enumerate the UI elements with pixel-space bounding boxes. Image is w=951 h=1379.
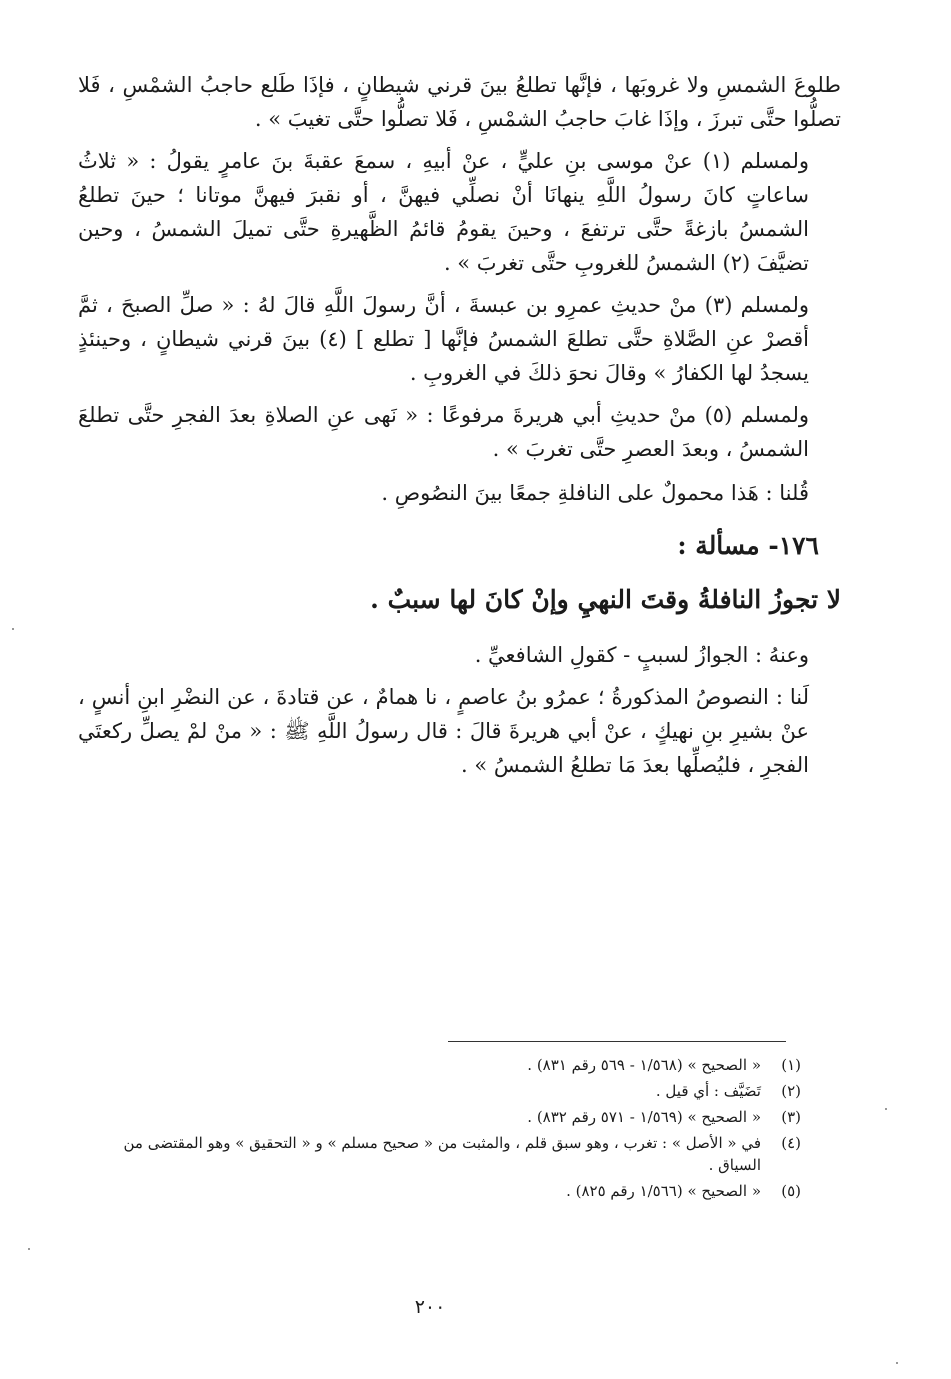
paragraph-7: لَنا : النصوصُ المذكورةُ ؛ عمرُو بنُ عاصمٍ ، نا همامٌ ، عن قتادةَ ، عن النضْرِ ابنِ أنسٍ ، عنْ بشيرِ بنِ نهيكٍ ، عنْ أبي هريرةَ قالَ : قال رسولُ اللَّهِ ﷺ : « منْ لمْ يصلِّ ركعتَي الفجرِ ، فليُصلِّها بعدَ مَا تطلعُ الشمسُ » . [78,685,809,777]
main-text [78,68,841,782]
paragraph-3: ولمسلم (٣) منْ حديثِ عمرِو بن عبسةَ ، أنَّ رسولَ اللَّهِ قالَ لهُ : « صلِّ الصبحَ ، ثمَّ أقصرْ عنِ الصَّلاةِ حتَّى تطلعَ الشمسُ فإنَّها [ تطلع ] (٤) بينَ قرني شيطانٍ ، وحينئذٍ يسجدُ لها الكفارُ » وقالَ نحوَ ذلكَ في الغروبِ . [78,293,810,385]
footnotes [90,1054,801,1206]
footnote-text: « الصحيح » (١/٥٦٨ - ٥٦٩ رقم ٨٣١) . [527,1056,761,1074]
footnote-text: « الصحيح » (١/٥٦٩ - ٥٧١ رقم ٨٣٢) . [527,1108,761,1126]
footnote-number: (٣) [781,1108,801,1126]
footnote-1 [90,1054,801,1076]
issue-heading: ١٧٦- مسألة : [677,531,819,560]
footnote-number: (٢) [781,1082,801,1100]
footnote-number: (٥) [781,1182,801,1200]
paragraph-5: قُلنا : هَذا محمولٌ على النافلةِ جمعًا بينَ النصُوصِ . [381,481,809,505]
footnote-text: « الصحيح » (١/٥٦٦ رقم ٨٢٥) . [566,1182,761,1200]
footnote-number: (١) [781,1056,801,1074]
footnote-4 [90,1132,801,1176]
paragraph-4: ولمسلم (٥) منْ حديثِ أبي هريرةَ مرفوعًا : « نَهى عنِ الصلاةِ بعدَ الفجرِ حتَّى تطلعَ الشمسُ ، وبعدَ العصرِ حتَّى تغربَ » . [78,403,809,461]
footnote-text: تَضَيَّف : أي قيل . [655,1082,761,1100]
footnote-number: (٤) [781,1134,801,1152]
footnote-5 [90,1180,801,1202]
scan-speck [896,1362,898,1364]
scan-speck [28,1248,30,1250]
footnote-divider [448,1041,786,1042]
paragraph-6: وعنهُ : الجوازُ لسببٍ - كقولِ الشافعيِّ . [474,643,809,667]
page-number: ٢٠٠ [414,1296,446,1318]
scan-speck [12,628,14,630]
footnote-3 [90,1106,801,1128]
paragraph-2: ولمسلم (١) عنْ موسى بنِ عليٍّ ، عنْ أبيهِ ، سمعَ عقبةَ بنَ عامرٍ يقولُ : « ثلاثُ ساعاتٍ كانَ رسولُ اللَّهِ ينهانَا أنْ نصلِّي فيهنَّ ، أو نقبرَ فيهنَّ موتانا ؛ حينَ تطلعُ الشمسُ بازغةً حتَّى ترتفعَ ، وحينَ يقومُ قائمُ الظَّهيرةِ حتَّى تميلَ الشمسُ ، وحين تضيَّفَ (٢) الشمسُ للغروبِ حتَّى تغربَ » . [78,149,809,275]
paragraph-1: طلوعَ الشمسِ ولا غروبَها ، فإنَّها تطلعُ بينَ قرني شيطانٍ ، فإذَا طَلع حاجبُ الشمْسِ ، فَلا تصلُّوا حتَّى تبرزَ ، وإذَا غابَ حاجبُ الشمْسِ ، فَلا تصلُّوا حتَّى تغيبَ » . [78,73,841,131]
footnote-2 [90,1080,801,1102]
issue-statement: لا تجوزُ النافلةُ وقتَ النهيِ وإنْ كانَ لها سببٌ . [370,585,841,614]
scan-speck [885,1108,887,1110]
footnote-text: في « الأصل » : تغرب ، وهو سبق قلم ، والمثبت من « صحيح مسلم » و « التحقيق » وهو المقتضى من السياق . [123,1134,761,1174]
